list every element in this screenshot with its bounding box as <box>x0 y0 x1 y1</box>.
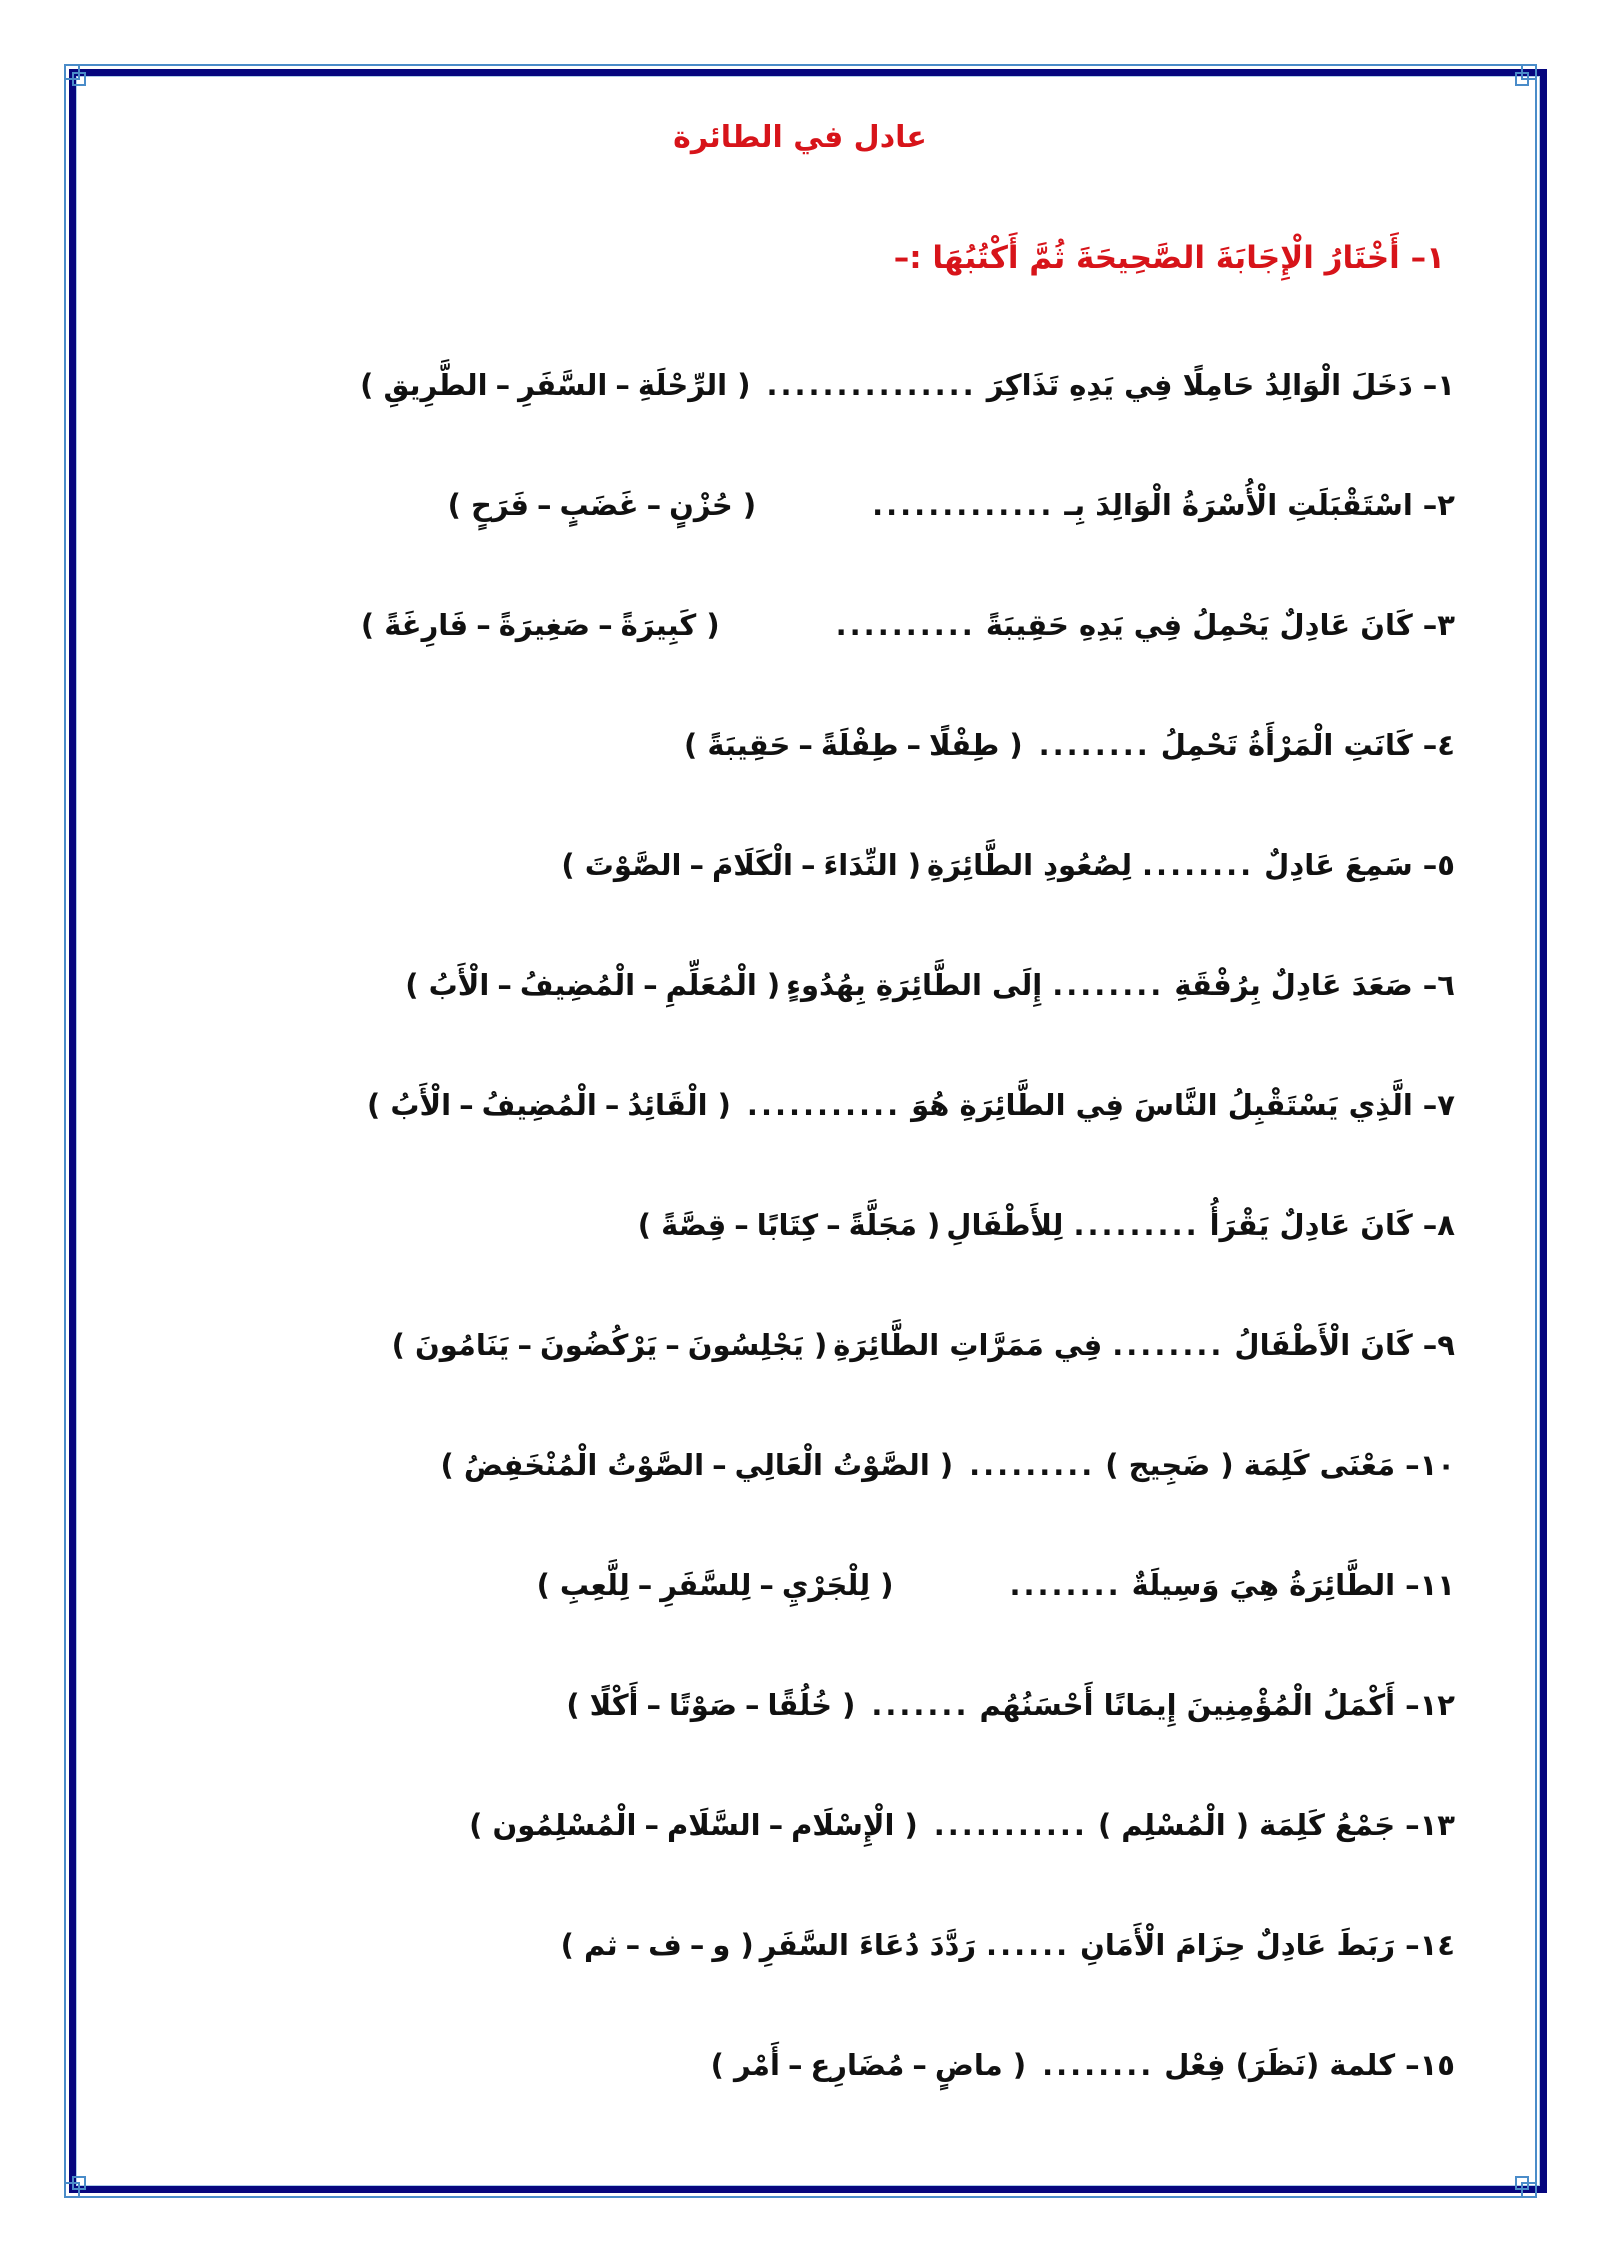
answer-blank[interactable]: ......... <box>1073 1208 1200 1242</box>
question-number: ٧– <box>1422 1088 1455 1122</box>
options-close-paren: ) <box>391 1328 415 1362</box>
question-item <box>255 720 1455 840</box>
answer-option[interactable]: كَبِيرَةً <box>620 608 697 642</box>
options-open-paren: ( <box>870 1568 894 1602</box>
answer-option[interactable]: الصَّوْتُ الْمُنْخَفِضُ <box>463 1448 705 1482</box>
options-close-paren: ) <box>360 368 384 402</box>
question-number: ٢– <box>1422 488 1455 522</box>
answer-option[interactable]: طِفْلَةً <box>820 728 899 762</box>
answer-option[interactable]: الطَّرِيقِ <box>383 368 488 402</box>
answer-option[interactable]: حُزْنٍ <box>669 488 733 522</box>
option-separator: – <box>800 848 816 882</box>
option-separator: – <box>476 608 491 642</box>
options-open-paren: ( <box>897 848 922 882</box>
answer-option[interactable]: صَغِيرَةً <box>498 608 591 642</box>
question-stem: الطَّائِرَةُ هِيَ وَسِيلَةٌ <box>1131 1568 1396 1602</box>
question-item <box>255 600 1455 720</box>
option-separator: – <box>604 1088 620 1122</box>
page-title: عادل في الطائرة <box>673 120 927 155</box>
question-item <box>255 480 1455 600</box>
options-close-paren: ) <box>560 1928 585 1962</box>
answer-options <box>684 720 1023 770</box>
answer-option[interactable]: أَكْلًا <box>589 1688 639 1722</box>
answer-blank[interactable]: ........ <box>1112 1328 1225 1362</box>
question-number: ١١– <box>1405 1568 1455 1602</box>
answer-option[interactable]: لِلْجَرْيِ <box>781 1568 871 1602</box>
answer-option[interactable]: طِفْلًا <box>929 728 1000 762</box>
answer-options <box>392 1320 828 1370</box>
question-item <box>255 1440 1455 1560</box>
option-separator: – <box>826 1208 841 1242</box>
question-number: ٨– <box>1422 1208 1455 1242</box>
question-stem: الَّذِي يَسْتَقْبِلُ النَّاسَ فِي الطَّائِرَةِ هُوَ <box>911 1088 1413 1122</box>
answer-options <box>448 480 756 530</box>
answer-option[interactable]: الصَّوْتَ <box>584 848 682 882</box>
option-separator: – <box>495 368 511 402</box>
answer-option[interactable]: مَجَلَّةً <box>848 1208 917 1242</box>
question-item <box>255 1920 1455 2040</box>
answer-option[interactable]: الْمُعَلِّمِ <box>665 968 757 1002</box>
answer-blank[interactable]: ........ <box>1142 848 1255 882</box>
question-item <box>255 1560 1455 1680</box>
question-stem: مَعْنَى كَلِمَة ( ضَجِيج ) <box>1105 1448 1396 1482</box>
answer-option[interactable]: الْأَبُ <box>390 1088 452 1122</box>
option-separator: – <box>712 1448 727 1482</box>
question-number: ١– <box>1422 368 1455 402</box>
options-open-paren: ( <box>707 1088 731 1122</box>
option-separator: – <box>637 1568 653 1602</box>
border-corner-ornament <box>1515 72 1529 86</box>
answer-options <box>711 2040 1026 2090</box>
section-heading: ١– أَخْتَارُ الْإِجَابَةَ الصَّحِيحَةَ ثُمَّ أَكْتُبُهَا :– <box>893 240 1445 276</box>
option-separator: – <box>646 1688 661 1722</box>
question-stem: كَانَ عَادِلٌ يَحْمِلُ فِي يَدِهِ حَقِيبَةً <box>985 608 1413 642</box>
question-number: ١٤– <box>1405 1928 1455 1962</box>
answer-option[interactable]: صَوْتًا <box>669 1688 737 1722</box>
answer-option[interactable]: خُلُقًا <box>767 1688 832 1722</box>
answer-option[interactable]: غَضَبٍ <box>559 488 639 522</box>
answer-option[interactable]: الصَّوْتُ الْعَالِي <box>734 1448 930 1482</box>
answer-blank[interactable]: ........ <box>1009 1568 1122 1602</box>
option-separator: – <box>665 1328 680 1362</box>
options-open-paren: ( <box>999 728 1023 762</box>
options-open-paren: ( <box>1002 2048 1027 2082</box>
answer-options <box>566 1680 855 1730</box>
border-corner-ornament <box>72 2176 86 2190</box>
question-number: ١٣– <box>1405 1808 1455 1842</box>
question-stem: كَانَتِ الْمَرْأَةُ تَحْمِلُ <box>1160 728 1413 762</box>
question-number: ٩– <box>1422 1328 1455 1362</box>
answer-option[interactable]: الْكَلَامَ <box>712 848 793 882</box>
answer-blank[interactable]: ...... <box>986 1928 1071 1962</box>
option-separator: – <box>517 1328 532 1362</box>
question-stem: كَانَ الْأَطْفَالُ <box>1234 1328 1413 1362</box>
option-separator: – <box>643 968 658 1002</box>
question-number: ٦– <box>1422 968 1455 1002</box>
answer-options <box>367 1080 731 1130</box>
answer-blank[interactable]: ........... <box>746 1088 902 1122</box>
answer-option[interactable]: قِصَّةً <box>661 1208 727 1242</box>
answer-option[interactable]: الْقَائِدُ <box>627 1088 708 1122</box>
options-open-paren: ( <box>929 1448 954 1482</box>
answer-option[interactable]: كِتَابًا <box>756 1208 819 1242</box>
answer-blank[interactable]: ......... <box>969 1448 1096 1482</box>
options-open-paren: ( <box>727 368 751 402</box>
answer-option[interactable]: الْمُضِيفُ <box>481 1088 597 1122</box>
options-close-paren: ) <box>637 1208 662 1242</box>
options-open-paren: ( <box>730 1928 754 1962</box>
border-corner-ornament <box>1515 2176 1529 2190</box>
answer-option[interactable]: يَرْكُضُونَ <box>539 1328 658 1362</box>
question-stem-continuation: فِي مَمَرَّاتِ الطَّائِرَةِ <box>833 1328 1103 1362</box>
options-open-paren: ( <box>696 608 720 642</box>
options-open-paren: ( <box>831 1688 856 1722</box>
question-stem: أَكْمَلُ الْمُؤْمِنِينَ إِيمَانًا أَحْسَنُهُم <box>979 1688 1396 1722</box>
answer-option[interactable]: يَجْلِسُونَ <box>687 1328 804 1362</box>
border-corner-ornament <box>72 72 86 86</box>
options-close-paren: ) <box>536 1568 560 1602</box>
options-open-paren: ( <box>756 968 781 1002</box>
question-stem: صَعَدَ عَادِلٌ بِرُفْقَةِ <box>1174 968 1413 1002</box>
question-number: ٣– <box>1422 608 1455 642</box>
options-close-paren: ) <box>566 1688 590 1722</box>
answer-option[interactable]: الْمُسْلِمُون <box>492 1808 637 1842</box>
question-number: ١٠– <box>1405 1448 1455 1482</box>
question-stem-continuation: لِصُعُودِ الطَّائِرَةِ <box>927 848 1133 882</box>
answer-options <box>537 1560 894 1610</box>
option-separator: – <box>759 1568 774 1602</box>
answer-option[interactable]: الْأَبُ <box>428 968 490 1002</box>
question-stem: اسْتَقْبَلَتِ الْأُسْرَةُ الْوَالِدَ بِـ <box>1064 488 1413 522</box>
answer-options <box>469 1800 918 1850</box>
answer-blank[interactable]: ........ <box>1038 728 1151 762</box>
option-separator: – <box>912 2048 927 2082</box>
answer-option[interactable]: يَنَامُونَ <box>414 1328 510 1362</box>
option-separator: – <box>798 728 813 762</box>
option-separator: – <box>689 1928 705 1962</box>
answer-option[interactable]: فَارِغَةً <box>384 608 469 642</box>
question-stem-continuation: رَدَّدَ دُعَاءَ السَّفَرِ <box>759 1928 977 1962</box>
question-list <box>255 360 1455 2160</box>
options-close-paren: ) <box>561 848 585 882</box>
option-separator: – <box>906 728 922 762</box>
question-number: ١٢– <box>1405 1688 1455 1722</box>
question-item <box>255 1680 1455 1800</box>
option-separator: – <box>536 488 552 522</box>
options-open-paren: ( <box>916 1208 941 1242</box>
answer-option[interactable]: السَّلَام <box>666 1808 761 1842</box>
question-item <box>255 840 1455 960</box>
answer-options <box>361 600 720 650</box>
answer-blank[interactable]: ............... <box>766 368 977 402</box>
option-separator: – <box>646 488 662 522</box>
question-item <box>255 960 1455 1080</box>
question-stem: سَمِعَ عَادِلٌ <box>1264 848 1413 882</box>
options-close-paren: ) <box>710 2048 734 2082</box>
question-stem: كَانَ عَادِلٌ يَقْرَأُ <box>1209 1208 1413 1242</box>
options-close-paren: ) <box>447 488 472 522</box>
answer-option[interactable]: النِّدَاءَ <box>823 848 898 882</box>
options-close-paren: ) <box>367 1088 391 1122</box>
question-stem: جَمْعُ كَلِمَة ( الْمُسْلِم ) <box>1097 1808 1396 1842</box>
answer-options <box>440 1440 953 1490</box>
question-stem-continuation: إِلَى الطَّائِرَةِ بِهُدُوءٍ <box>786 968 1043 1002</box>
question-item <box>255 1800 1455 1920</box>
option-separator: – <box>598 608 613 642</box>
answer-options <box>360 360 750 410</box>
answer-blank[interactable]: ............. <box>872 488 1055 522</box>
answer-option[interactable]: ماضٍ <box>934 2048 1003 2082</box>
answer-option[interactable]: و <box>712 1928 731 1962</box>
answer-option[interactable]: لِلَّعِبِ <box>559 1568 630 1602</box>
answer-option[interactable]: السَّفَرِ <box>518 368 608 402</box>
answer-option[interactable]: فَرَحٍ <box>471 488 529 522</box>
option-separator: – <box>497 968 512 1002</box>
options-close-paren: ) <box>684 728 708 762</box>
answer-option[interactable]: ف <box>648 1928 682 1962</box>
option-separator: – <box>768 1808 784 1842</box>
option-separator: – <box>615 368 630 402</box>
options-close-paren: ) <box>405 968 429 1002</box>
answer-options <box>405 960 780 1010</box>
question-stem-continuation: لِلأَطْفَالِ <box>946 1208 1064 1242</box>
options-close-paren: ) <box>360 608 385 642</box>
option-separator: – <box>644 1808 659 1842</box>
options-open-paren: ( <box>894 1808 918 1842</box>
question-stem: رَبَطَ عَادِلٌ حِزَامَ الْأَمَانِ <box>1080 1928 1396 1962</box>
options-close-paren: ) <box>440 1448 464 1482</box>
question-number: ٥– <box>1422 848 1455 882</box>
answer-option[interactable]: الرِّحْلَةِ <box>637 368 728 402</box>
answer-option[interactable]: حَقِيبَةً <box>707 728 791 762</box>
answer-option[interactable]: مُضَارِع <box>810 2048 905 2082</box>
answer-options <box>638 1200 941 1250</box>
question-number: ١٥– <box>1405 2048 1455 2082</box>
answer-blank[interactable]: ....... <box>871 1688 970 1722</box>
answer-options <box>561 1920 754 1970</box>
question-item <box>255 1320 1455 1440</box>
answer-option[interactable]: أَمْر <box>734 2048 780 2082</box>
answer-blank[interactable]: ........... <box>933 1808 1088 1842</box>
question-stem: كلمة (نَظَرَ) فِعْل <box>1164 2048 1396 2082</box>
option-separator: – <box>734 1208 749 1242</box>
option-separator: – <box>689 848 704 882</box>
question-item <box>255 2040 1455 2160</box>
question-item <box>255 360 1455 480</box>
answer-blank[interactable]: .......... <box>835 608 976 642</box>
answer-option[interactable]: الْإِسْلَام <box>791 1808 895 1842</box>
option-separator: – <box>787 2048 803 2082</box>
question-item <box>255 1080 1455 1200</box>
answer-options <box>561 840 921 890</box>
answer-option[interactable]: ثم <box>584 1928 618 1962</box>
options-close-paren: ) <box>469 1808 493 1842</box>
answer-option[interactable]: لِلسَّفَرِ <box>660 1568 752 1602</box>
option-separator: – <box>459 1088 474 1122</box>
options-open-paren: ( <box>732 488 757 522</box>
question-item <box>255 1200 1455 1320</box>
answer-blank[interactable]: ........ <box>1052 968 1165 1002</box>
question-stem: دَخَلَ الْوَالِدُ حَامِلًا فِي يَدِهِ تَذَاكِرَ <box>986 368 1413 402</box>
options-open-paren: ( <box>803 1328 828 1362</box>
option-separator: – <box>625 1928 641 1962</box>
question-number: ٤– <box>1422 728 1455 762</box>
answer-blank[interactable]: ........ <box>1042 2048 1155 2082</box>
answer-option[interactable]: الْمُضِيفُ <box>519 968 636 1002</box>
option-separator: – <box>744 1688 760 1722</box>
